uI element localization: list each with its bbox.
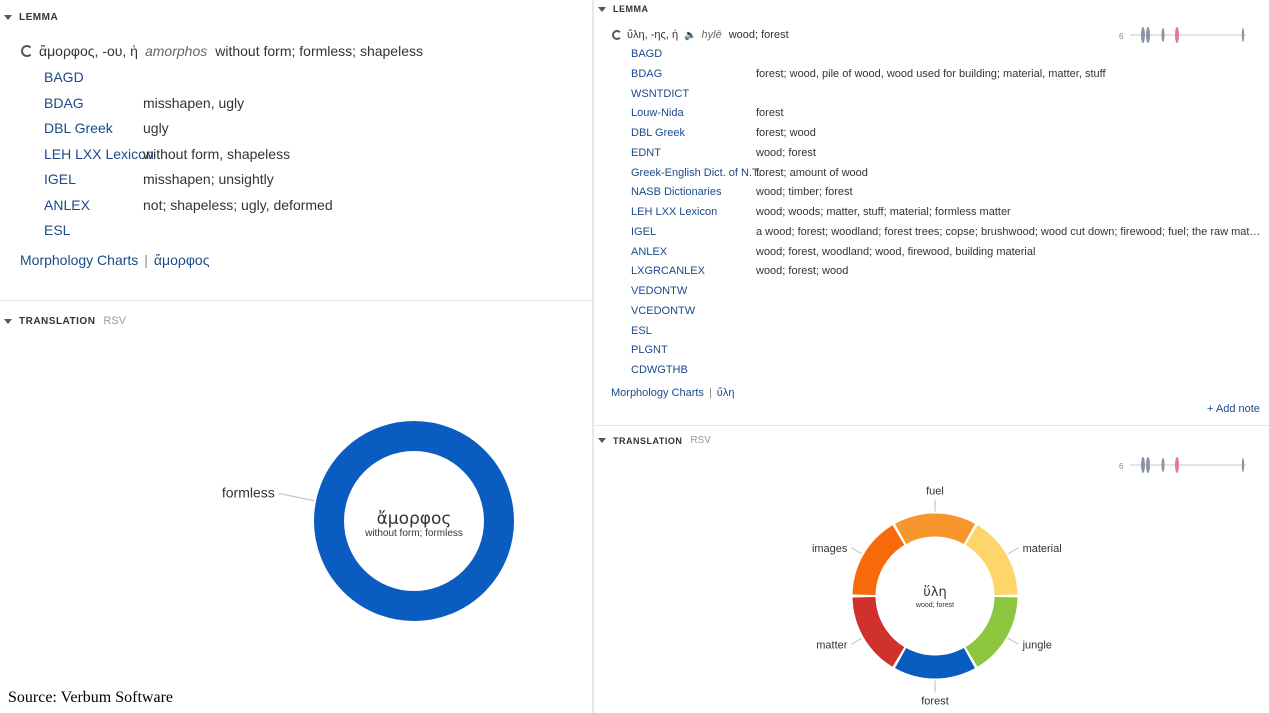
- donut-slice[interactable]: [853, 597, 905, 667]
- lexicon-row: [631, 206, 1263, 226]
- lexicon-row: [631, 88, 1263, 108]
- donut-center-gloss: wood; forest: [915, 602, 955, 609]
- lexicon-source-link[interactable]: ESL: [631, 324, 652, 337]
- lemma-headword: ἄμορφος, -ου, ἡ: [39, 43, 138, 59]
- morphology-word-link[interactable]: ἄμορφος: [153, 252, 210, 268]
- lexicon-definition: ugly: [143, 120, 169, 136]
- lexicon-row: [631, 246, 1263, 266]
- lexicon-source-link[interactable]: LXGRCANLEX: [631, 265, 705, 278]
- lexicon-row: [631, 68, 1263, 88]
- lexicon-source-link[interactable]: ESL: [44, 222, 71, 238]
- lexicon-source-link[interactable]: IGEL: [631, 225, 657, 238]
- collapse-triangle-icon[interactable]: [598, 438, 606, 443]
- collapse-triangle-icon[interactable]: [4, 319, 12, 324]
- donut-slice[interactable]: [895, 648, 975, 678]
- donut-center-word: ὕλη: [923, 585, 947, 600]
- lemma-transliteration: hylē: [701, 29, 722, 41]
- donut-slice-label: matter: [816, 639, 848, 652]
- frequency-mark: [1146, 27, 1150, 43]
- section-divider: [0, 300, 592, 301]
- lexicon-source-link[interactable]: BAGD: [631, 48, 663, 60]
- label-leader-line: [1008, 638, 1018, 644]
- frequency-count: 6: [1119, 32, 1124, 41]
- morphology-separator: |: [708, 387, 712, 399]
- lexicon-source-link[interactable]: DBL Greek: [44, 120, 113, 136]
- source-caption: Source: Verbum Software: [8, 689, 173, 706]
- lexicon-source-link[interactable]: LEH LXX Lexicon: [44, 145, 154, 162]
- speaker-icon[interactable]: 🔈: [684, 29, 697, 41]
- lexicon-row: [631, 48, 1263, 68]
- lexicon-row: [44, 95, 584, 121]
- donut-slice[interactable]: [966, 525, 1018, 595]
- lemma-headword-line: [21, 43, 423, 59]
- lexicon-definition: misshapen, ugly: [143, 94, 245, 111]
- morphology-word-link[interactable]: ὕλη: [716, 387, 735, 399]
- lexicon-source-link[interactable]: BAGD: [44, 69, 84, 85]
- collapse-triangle-icon[interactable]: [598, 7, 606, 12]
- lexicon-row: [631, 226, 1263, 246]
- frequency-mark: [1242, 28, 1244, 42]
- section-title: LEMMA: [19, 12, 59, 23]
- lexicon-definition: misshapen; unsightly: [143, 171, 274, 187]
- lexicon-row: [44, 120, 584, 146]
- translation-version[interactable]: RSV: [103, 315, 127, 327]
- section-title: TRANSLATION: [19, 315, 96, 327]
- lexicon-definition: wood; forest, woodland; wood, firewood, building material: [756, 245, 1036, 258]
- lexicon-definition: a wood; forest; woodland; forest trees; copse; brushwood; wood cut down; firewood; fuel; the raw mat…: [756, 225, 1261, 238]
- left-panel: [0, 0, 592, 713]
- lexicon-source-link[interactable]: ANLEX: [631, 245, 668, 258]
- morphology-charts-link[interactable]: Morphology Charts: [20, 252, 139, 268]
- lexicon-row: [631, 167, 1263, 187]
- lexicon-definition: without form, shapeless: [143, 145, 291, 162]
- lexicon-source-link[interactable]: IGEL: [44, 171, 76, 187]
- lexicon-row: [631, 344, 1263, 364]
- donut-center-word: ἄμορφος: [376, 509, 452, 529]
- lexicon-source-link[interactable]: EDNT: [631, 146, 661, 159]
- lexicon-row: [631, 305, 1263, 325]
- refresh-icon[interactable]: [21, 45, 33, 57]
- lemma-transliteration: amorphos: [144, 43, 208, 59]
- lexicon-definition: wood; forest; wood: [756, 265, 849, 278]
- translation-donut-chart: [0, 330, 592, 690]
- lexicon-row: [44, 69, 584, 95]
- frequency-mark: [1175, 27, 1179, 43]
- lexicon-row: [631, 147, 1263, 167]
- morphology-charts-link[interactable]: Morphology Charts: [611, 387, 704, 399]
- refresh-icon[interactable]: [612, 30, 622, 40]
- lexicon-source-link[interactable]: CDWGTHB: [631, 364, 688, 376]
- lexicon-definition: wood; timber; forest: [756, 186, 853, 199]
- lexicon-row: [631, 364, 1263, 384]
- frequency-distribution-graph[interactable]: [1116, 24, 1246, 46]
- lexicon-source-link[interactable]: Greek-English Dict. of N.T.: [631, 166, 761, 179]
- frequency-mark: [1162, 28, 1165, 42]
- lexicon-row: [44, 222, 584, 248]
- lexicon-definition: forest; amount of wood: [756, 166, 868, 179]
- lexicon-definition: forest: [756, 107, 784, 120]
- donut-center-gloss: without form; formless: [365, 528, 463, 539]
- right-panel: [594, 0, 1269, 713]
- lexicon-source-link[interactable]: ANLEX: [44, 196, 90, 213]
- lexicon-source-link[interactable]: DBL Greek: [631, 127, 686, 139]
- section-divider: [594, 425, 1269, 426]
- collapse-triangle-icon[interactable]: [4, 15, 12, 20]
- donut-slice[interactable]: [966, 597, 1018, 667]
- lexicon-source-link[interactable]: NASB Dictionaries: [631, 186, 722, 199]
- lexicon-row: [631, 107, 1263, 127]
- lexicon-source-link[interactable]: Louw-Nida: [631, 107, 684, 120]
- donut-slice-label: images: [811, 542, 848, 555]
- label-leader-line: [1008, 548, 1018, 554]
- label-leader-line: [851, 638, 861, 644]
- label-leader-line: [279, 493, 314, 500]
- morphology-separator: |: [144, 252, 148, 268]
- lexicon-source-link[interactable]: WSNTDICT: [631, 87, 690, 100]
- translation-section-header[interactable]: [598, 435, 711, 446]
- lexicon-row: [631, 127, 1263, 147]
- donut-slice[interactable]: [853, 525, 905, 595]
- donut-slice-label: material: [1022, 542, 1062, 555]
- lemma-headword: ὕλη, -ης, ἡ: [627, 29, 679, 41]
- lexicon-definition: not; shapeless; ugly, deformed: [143, 196, 333, 213]
- lemma-headword-line: [612, 29, 789, 41]
- translation-section-header[interactable]: [4, 315, 126, 327]
- section-title: TRANSLATION: [613, 435, 683, 446]
- donut-slice-label: fuel: [926, 485, 944, 498]
- label-leader-line: [851, 548, 861, 554]
- lexicon-definition: forest; wood, pile of wood, wood used for building; material, matter, stuff: [756, 67, 1106, 80]
- lexicon-row: [44, 197, 584, 223]
- section-title: LEMMA: [613, 4, 649, 14]
- lemma-gloss: wood; forest: [728, 29, 789, 41]
- lexicon-row: [631, 325, 1263, 345]
- lexicon-row: [631, 285, 1263, 305]
- lexicon-row: [631, 265, 1263, 285]
- lexicon-source-link[interactable]: VCEDONTW: [631, 304, 696, 317]
- lexicon-definition: wood; woods; matter, stuff; material; formless matter: [756, 206, 1011, 218]
- lexicon-source-link[interactable]: PLGNT: [631, 344, 668, 357]
- lexicon-source-link[interactable]: BDAG: [631, 67, 663, 80]
- lexicon-row: [44, 146, 584, 172]
- add-note-button[interactable]: + Add note: [1207, 403, 1260, 415]
- morphology-line: [20, 252, 209, 268]
- morphology-line: [611, 387, 734, 399]
- translation-version[interactable]: RSV: [690, 435, 711, 446]
- frequency-count: 6: [1119, 462, 1124, 471]
- translation-donut-chart: [594, 470, 1269, 713]
- lexicon-source-link[interactable]: LEH LXX Lexicon: [631, 206, 718, 218]
- lemma-section-header[interactable]: [4, 12, 58, 23]
- donut-slice-label: formless: [221, 484, 275, 501]
- donut-slice-label: forest: [921, 695, 949, 708]
- lexicon-source-link[interactable]: VEDONTW: [631, 285, 688, 297]
- lemma-gloss: without form; formless; shapeless: [215, 43, 423, 59]
- lexicon-row: [44, 171, 584, 197]
- lemma-section-header[interactable]: [598, 4, 649, 14]
- lexicon-row: [631, 186, 1263, 206]
- donut-slice[interactable]: [895, 514, 975, 544]
- frequency-mark: [1141, 27, 1145, 43]
- lexicon-definition: wood; forest: [756, 146, 816, 159]
- lexicon-source-link[interactable]: BDAG: [44, 94, 84, 111]
- lexicon-definition: forest; wood: [756, 127, 816, 139]
- donut-slice-label: jungle: [1022, 639, 1052, 652]
